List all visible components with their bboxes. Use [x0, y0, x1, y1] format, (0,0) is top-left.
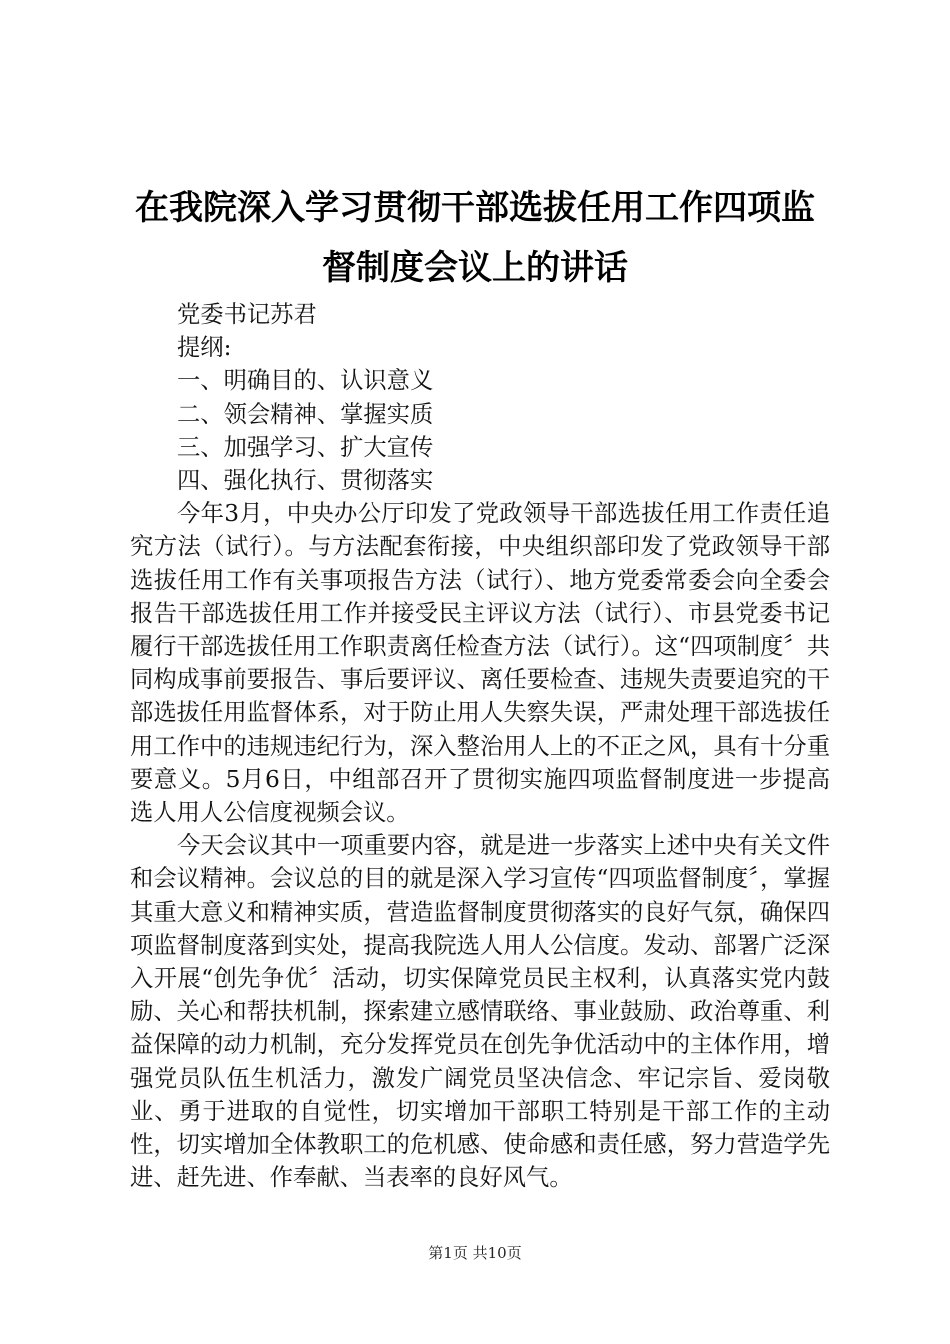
page-footer: 第1页 共10页	[428, 1244, 522, 1262]
outline-item: 三、加强学习、扩大宣传	[177, 433, 434, 461]
body-paragraph: 今天会议其中一项重要内容，就是进一步落实上述中央有关文件和会议精神。会议总的目的就是深入学习宣传“四项监督制度〞，掌握其重大意义和精神实质，营造监督制度贯彻落实的良好气氛，确保四项监督制度落到实处，提高我院选人用人公信度。发动、部署广泛深入开展“创先争优〞活动，切实保障党员民主权利，认真落实党内鼓励、关心和帮扶机制，探索建立感情联络、事业鼓励、政治尊重、利益保障的动力机制，充分发挥党员在创先争优活动中的主体作用，增强党员队伍生机活力，激发广阔党员坚决信念、牢记宗旨、爱岗敬业、勇于进取的自觉性，切实增加干部职工特别是干部工作的主动性，切实增加全体教职工的危机感、使命感和责任感，努力营造学先进、赶先进、作奉献、当表率的良好风气。	[130, 832, 830, 1192]
outline-item: 一、明确目的、认识意义	[177, 367, 434, 395]
body-paragraph: 今年3月，中央办公厅印发了党政领导干部选拔任用工作责任追究方法（试行）。与方法配套衔接，中央组织部印发了党政领导干部选拔任用工作有关事项报告方法（试行）、地方党委常委会向全委会报告干部选拔任用工作并接受民主评议方法（试行）、市县党委书记履行干部选拔任用工作职责离任检查方法（试行）。这“四项制度〞共同构成事前要报告、事后要评议、离任要检查、违规失责要追究的干部选拔任用监督体系，对于防止用人失察失误，严肃处理干部选拔任用工作中的违规违纪行为，深入整治用人上的不正之风，具有十分重要意义。5月6日，中组部召开了贯彻实施四项监督制度进一步提高选人用人公信度视频会议。	[130, 500, 830, 827]
document-body	[130, 298, 830, 1194]
speaker-line: 党委书记苏君	[177, 301, 317, 328]
outline-item: 二、领会精神、掌握实质	[177, 400, 434, 428]
outline-item: 四、强化执行、贯彻落实	[177, 467, 434, 495]
outline-label: 提纲:	[177, 334, 232, 362]
document-title: 在我院深入学习贯彻干部选拔任用工作四项监督制度会议上的讲话	[135, 188, 815, 288]
